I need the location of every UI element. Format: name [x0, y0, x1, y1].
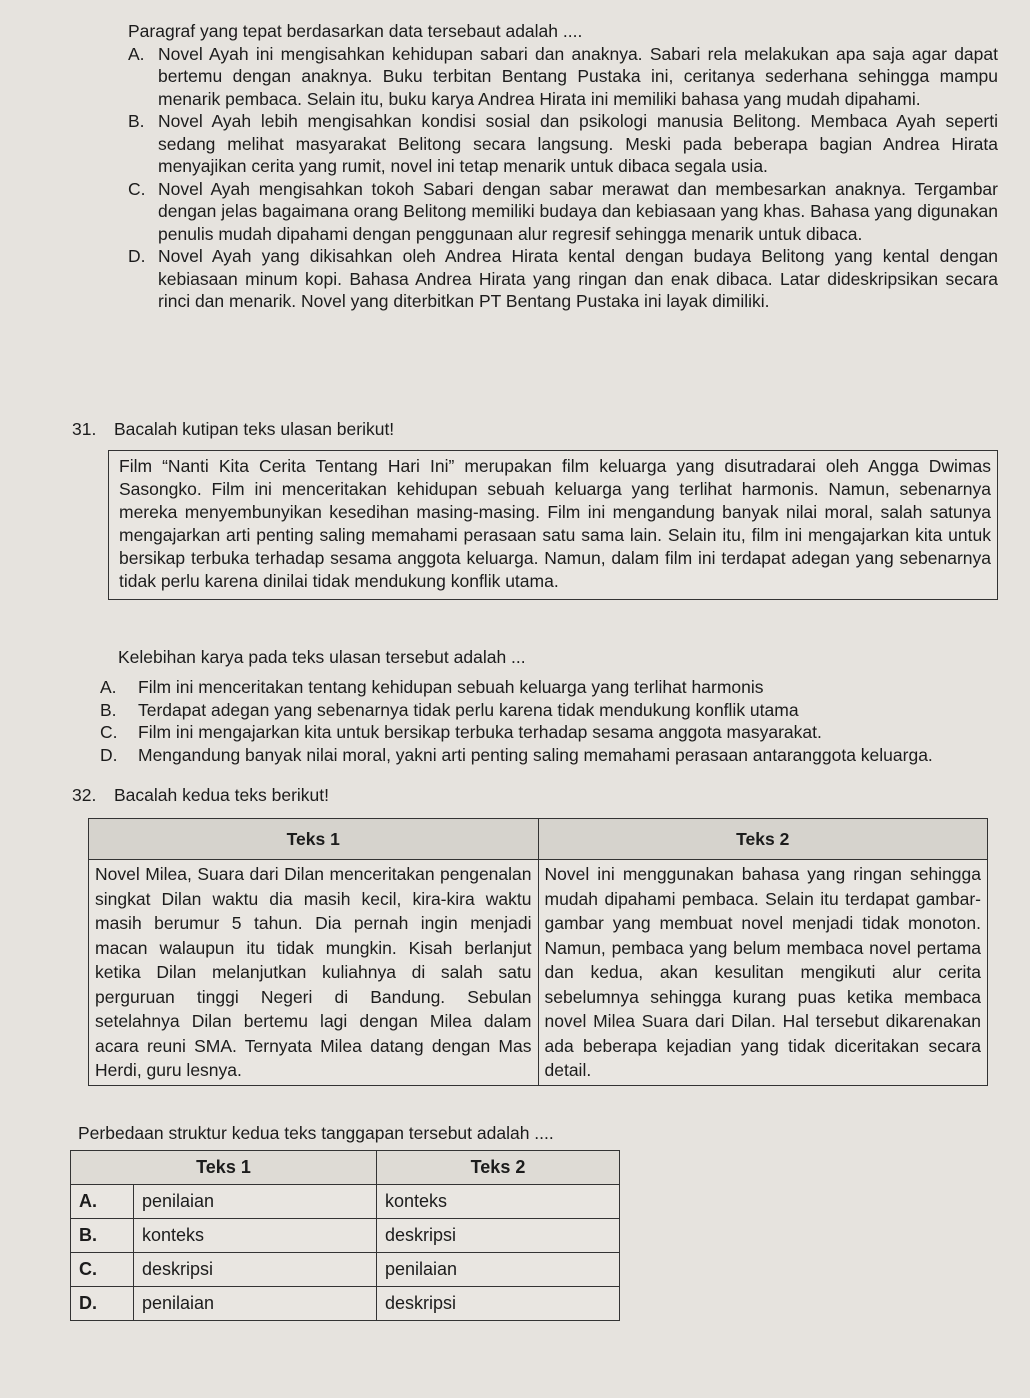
option-label: D. — [128, 246, 146, 266]
review-passage-box: Film “Nanti Kita Cerita Tentang Hari Ini” merupakan film keluarga yang disutradarai oleh Angga Dwimas Sasongko. Film ini menceritakan kehidupan sebuah keluarga yang terlihat harmonis. Namun, sebenarnya mereka menyembunyikan kesedihan masing-masing. Film ini mengandung banyak nilai moral, salah satunya mengajarkan arti penting saling memahami perasaan satu sama lain. Selain itu, film ini mengajarkan kita untuk bersikap terbuka terhadap sesama anggota keluarga. Namun, dalam film ini terdapat adegan yang sebenarnya tidak perlu karena dinilai tidak mendukung konflik utama. — [108, 450, 998, 600]
option-label: A. — [100, 677, 117, 697]
question-31-options — [100, 676, 1000, 766]
option-text: Novel Ayah yang dikisahkan oleh Andrea Hirata kental dengan budaya Belitong yang kental dengan kebiasaan minum kopi. Bahasa Andrea Hirata yang ringan dan enak dibaca. Latar dideskripsikan secara rinci dan menarik. Novel yang diterbitkan PT Bentang Pustaka ini layak dimiliki. — [158, 246, 998, 311]
option-label: C. — [100, 722, 118, 742]
option-text: Film ini mengajarkan kita untuk bersikap terbuka terhadap sesama anggota masyarakat. — [138, 722, 822, 742]
answer-label: B. — [71, 1219, 134, 1253]
teks1-header: Teks 1 — [89, 819, 539, 860]
answer-teks2: deskripsi — [377, 1287, 620, 1321]
answer-teks2: deskripsi — [377, 1219, 620, 1253]
answer-teks1: penilaian — [134, 1185, 377, 1219]
option-text: Mengandung banyak nilai moral, yakni arti penting saling memahami perasaan antaranggota keluarga. — [138, 744, 933, 765]
answer-header-teks2: Teks 2 — [377, 1151, 620, 1185]
question-number: 32. — [72, 785, 97, 805]
question-31-text: Kelebihan karya pada teks ulasan tersebut adalah ... — [118, 647, 526, 667]
question-number: 31. — [72, 419, 97, 439]
answer-teks1: penilaian — [134, 1287, 377, 1321]
teks2-cell: Novel ini menggunakan bahasa yang ringan sehingga mudah dipahami pembaca. Selain itu terdapat gambar-gambar yang membuat novel menjadi tidak monoton. Namun, pembaca yang belum membaca novel pertama dan kedua, akan kesulitan mengikuti alur cerita sebelumnya sehingga kurang puas ketika membaca novel Milea Suara dari Dilan. Hal tersebut dikarenakan ada beberapa kejadian yang tidak diceritakan secara detail. — [538, 860, 988, 1086]
option-text: Novel Ayah mengisahkan tokoh Sabari dengan sabar merawat dan membesarkan anaknya. Tergambar dengan jelas bagaimana orang Belitong memiliki budaya dan kebiasaan yang khas. Bahasa yang digunakan penulis mudah dipahami dengan penggunaan alur regresif sehingga menarik untuk dibaca. — [158, 178, 998, 244]
q31-option-d[interactable] — [100, 744, 1000, 767]
intro-option-a[interactable] — [128, 43, 998, 111]
intro-question-text: Paragraf yang tepat berdasarkan data tersebaut adalah .... — [128, 21, 583, 41]
option-text: Novel Ayah lebih mengisahkan kondisi sosial dan psikologi manusia Belitong. Membaca Ayah seperti sedang melihat masyarakat Belitong secara langsung. Meski pada beberapa bagian Andrea Hirata menyajikan cerita yang rumit, novel ini tetap menarik untuk dibaca segala usia. — [158, 111, 998, 176]
question-31-header — [72, 418, 992, 441]
comparison-table — [88, 818, 988, 1086]
intro-option-b[interactable] — [128, 110, 998, 178]
answer-teks1: konteks — [134, 1219, 377, 1253]
answer-label: A. — [71, 1185, 134, 1219]
q31-option-c[interactable] — [100, 721, 1000, 744]
q31-option-b[interactable] — [100, 699, 1000, 722]
answer-header-teks1: Teks 1 — [71, 1151, 377, 1185]
answer-label: D. — [71, 1287, 134, 1321]
intro-question-block — [128, 20, 998, 313]
answer-row-b[interactable] — [71, 1219, 620, 1253]
option-label: C. — [128, 178, 146, 199]
q31-option-a[interactable] — [100, 676, 1000, 699]
question-32-header — [72, 784, 992, 807]
option-text: Novel Ayah ini mengisahkan kehidupan sabari dan anaknya. Sabari rela melakukan apa saja agar dapat bertemu dengan anaknya. Buku terbitan Bentang Pustaka ini, ceritanya sederhana sehingga mampu menarik pembaca. Selain itu, buku karya Andrea Hirata ini memiliki bahasa yang mudah dipahami. — [158, 43, 998, 109]
answer-options-table — [70, 1150, 620, 1321]
option-text: Film ini menceritakan tentang kehidupan sebuah keluarga yang terlihat harmonis — [138, 677, 764, 697]
answer-row-a[interactable] — [71, 1185, 620, 1219]
option-label: D. — [100, 744, 118, 765]
option-label: B. — [128, 111, 145, 131]
question-32-text: Perbedaan struktur kedua teks tanggapan tersebut adalah .... — [78, 1123, 554, 1143]
intro-option-d[interactable] — [128, 245, 998, 313]
answer-row-c[interactable] — [71, 1253, 620, 1287]
answer-teks1: deskripsi — [134, 1253, 377, 1287]
question-prompt: Bacalah kedua teks berikut! — [114, 785, 329, 805]
option-text: Terdapat adegan yang sebenarnya tidak perlu karena tidak mendukung konflik utama — [138, 699, 799, 720]
teks2-header: Teks 2 — [538, 819, 988, 860]
option-label: A. — [128, 43, 145, 64]
answer-label: C. — [71, 1253, 134, 1287]
teks1-cell: Novel Milea, Suara dari Dilan menceritakan pengenalan singkat Dilan waktu dia masih kecil, kira-kira waktu masih berumur 5 tahun. Dia pernah ingin menjadi macan walaupun itu tidak mungkin. Kisah berlanjut ketika Dilan melanjutkan kuliahnya di salah satu perguruan tinggi Negeri di Bandung. Sebulan setelahnya Dilan bertemu lagi dengan Milea dalam acara reuni SMA. Ternyata Milea datang dengan Mas Herdi, guru lesnya. — [89, 860, 539, 1086]
intro-option-c[interactable] — [128, 178, 998, 246]
answer-teks2: penilaian — [377, 1253, 620, 1287]
answer-row-d[interactable] — [71, 1287, 620, 1321]
option-label: B. — [100, 699, 117, 720]
question-prompt: Bacalah kutipan teks ulasan berikut! — [114, 419, 395, 439]
answer-teks2: konteks — [377, 1185, 620, 1219]
